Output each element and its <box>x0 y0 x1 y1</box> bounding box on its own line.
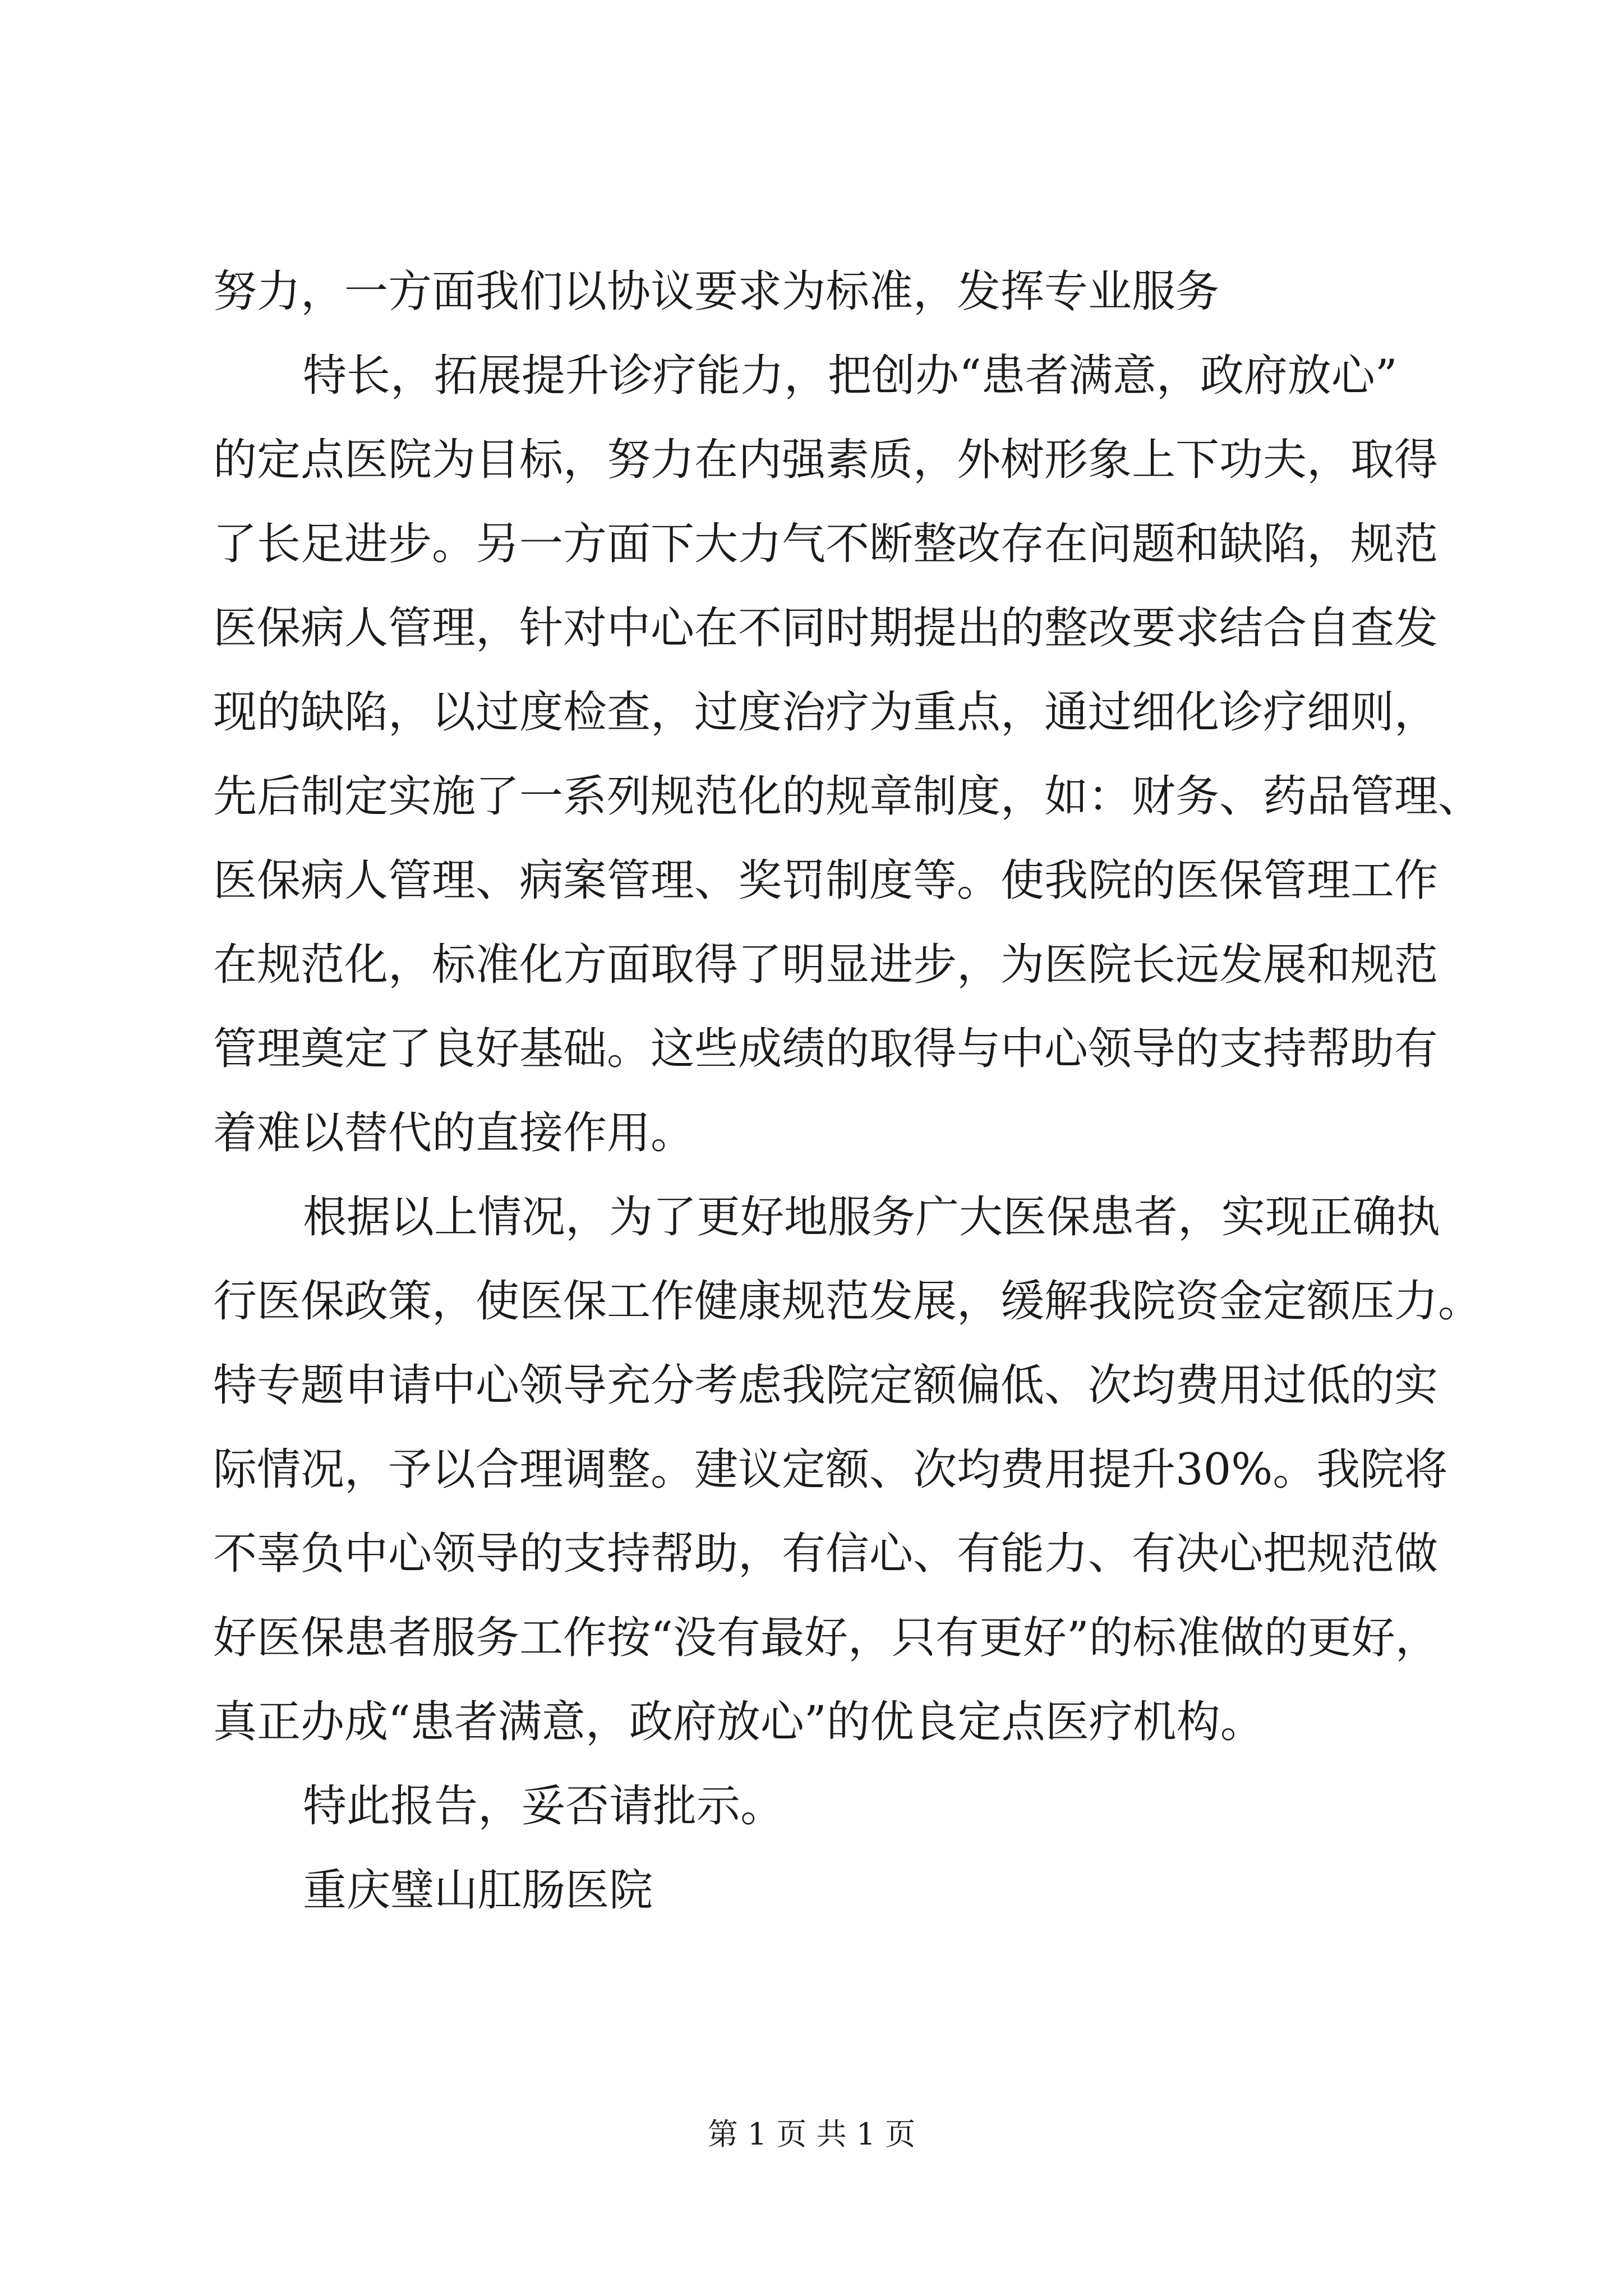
text-line: 医保病人管理、病案管理、奖罚制度等。使我院的医保管理工作 <box>213 855 1438 906</box>
closing-line: 特此报告，妥否请批示。 <box>303 1781 785 1832</box>
text-line: 努力，一方面我们以协议要求为标准，发挥专业服务 <box>213 266 1220 317</box>
text-line: 着难以替代的直接作用。 <box>213 1108 695 1158</box>
signature-line: 重庆璧山肛肠医院 <box>303 1865 653 1916</box>
text-line: 真正办成“患者满意，政府放心”的优良定点医疗机构。 <box>213 1697 1264 1747</box>
text-line: 不辜负中心领导的支持帮助，有信心、有能力、有决心把规范做 <box>213 1529 1438 1579</box>
text-line: 好医保患者服务工作按“没有最好，只有更好”的标准做的更好， <box>213 1613 1439 1663</box>
text-line: 的定点医院为目标，努力在内强素质，外树形象上下功夫，取得 <box>213 435 1438 485</box>
text-line: 管理奠定了良好基础。这些成绩的取得与中心领导的支持帮助有 <box>213 1024 1438 1074</box>
text-line: 特专题申请中心领导充分考虑我院定额偏低、次均费用过低的实 <box>213 1360 1438 1411</box>
text-line: 医保病人管理，针对中心在不同时期提出的整改要求结合自查发 <box>213 603 1438 654</box>
text-line: 际情况，予以合理调整。建议定额、次均费用提升30%。我院将 <box>213 1444 1448 1495</box>
text-line: 先后制定实施了一系列规范化的规章制度，如：财务、药品管理、 <box>213 771 1482 822</box>
text-line: 根据以上情况，为了更好地服务广大医保患者，实现正确执 <box>303 1192 1441 1243</box>
text-line: 了长足进步。另一方面下大力气不断整改存在问题和缺陷，规范 <box>213 519 1438 569</box>
text-line: 在规范化，标准化方面取得了明显进步，为医院长远发展和规范 <box>213 940 1438 990</box>
text-line: 行医保政策，使医保工作健康规范发展，缓解我院资金定额压力。 <box>213 1276 1482 1327</box>
page-number-footer: 第 1 页 共 1 页 <box>707 2116 916 2152</box>
text-line: 现的缺陷，以过度检查，过度治疗为重点，通过细化诊疗细则， <box>213 687 1438 738</box>
text-line: 特长，拓展提升诊疗能力，把创办“患者满意，政府放心” <box>303 351 1398 401</box>
